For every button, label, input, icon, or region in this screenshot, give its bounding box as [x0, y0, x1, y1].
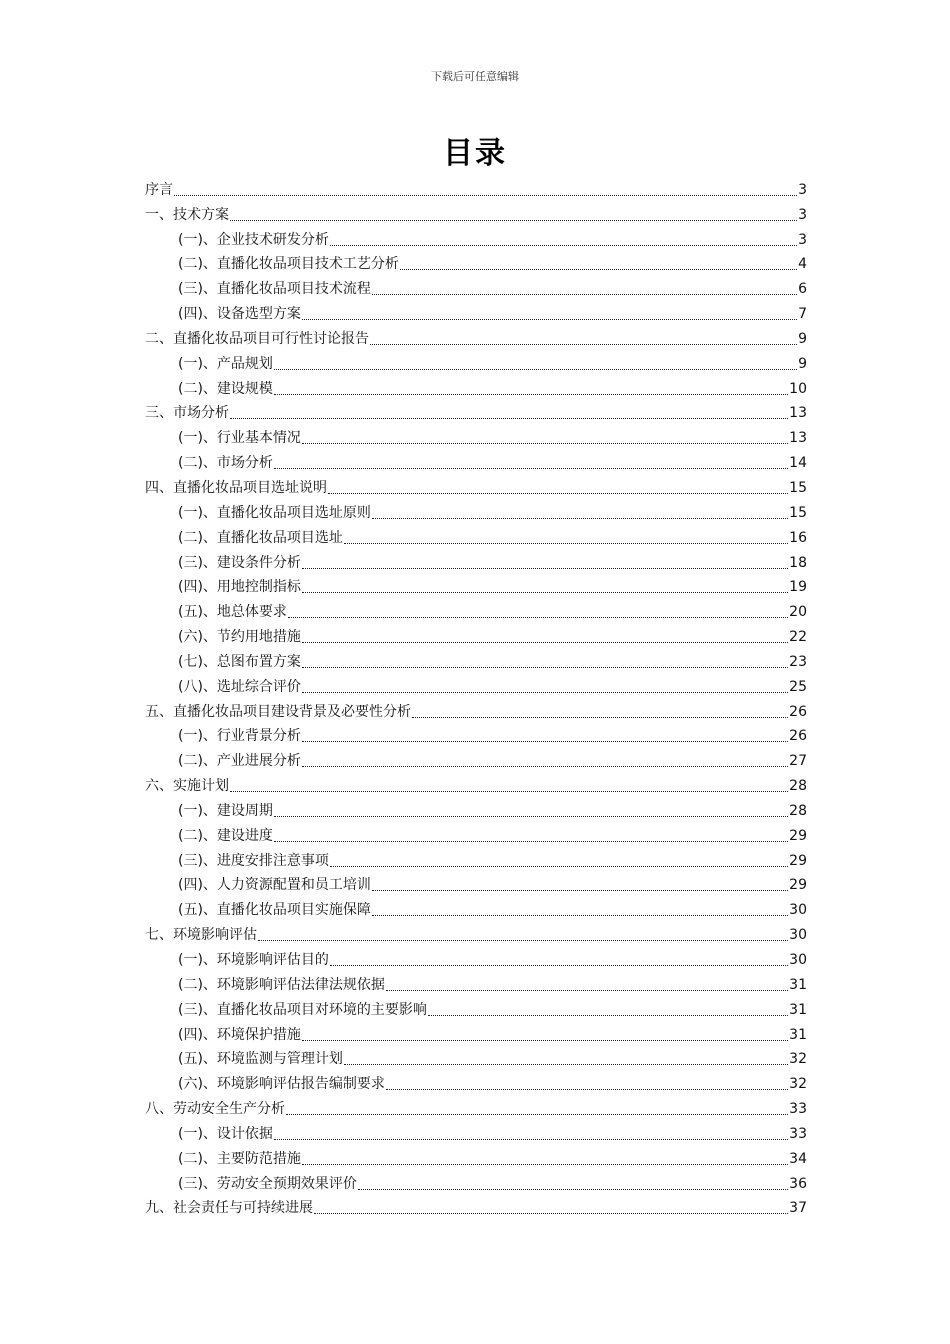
- toc-entry-label: (三)、直播化妆品项目对环境的主要影响: [178, 1001, 427, 1018]
- toc-entry[interactable]: [145, 273, 807, 298]
- toc-entry-label: (一)、直播化妆品项目选址原则: [178, 504, 371, 521]
- toc-entry[interactable]: [145, 1093, 807, 1118]
- toc-entry-page-number: 31: [789, 1001, 807, 1018]
- toc-entry-label: 九、社会责任与可持续进展: [145, 1200, 313, 1217]
- toc-entry-label: 七、环境影响评估: [145, 927, 257, 944]
- toc-entry-page-number: 3: [798, 181, 807, 198]
- toc-entry[interactable]: [145, 721, 807, 746]
- toc-entry-label: (二)、市场分析: [178, 455, 273, 472]
- toc-entry[interactable]: [145, 671, 807, 696]
- toc-entry-page-number: 10: [789, 380, 807, 397]
- toc-entry-page-number: 9: [798, 355, 807, 372]
- toc-entry-label: (一)、建设周期: [178, 802, 273, 819]
- toc-entry-page-number: 29: [789, 827, 807, 844]
- toc-entry-page-number: 30: [789, 927, 807, 944]
- toc-entry-page-number: 33: [789, 1125, 807, 1142]
- toc-entry-label: (一)、行业背景分析: [178, 728, 301, 745]
- toc-dot-leader: [230, 219, 797, 221]
- toc-entry-page-number: 30: [789, 952, 807, 968]
- toc-entry[interactable]: [145, 323, 807, 348]
- toc-dot-leader: [412, 716, 788, 718]
- toc-entry-label: (一)、环境影响评估目的: [178, 952, 329, 968]
- toc-dot-leader: [330, 865, 788, 867]
- toc-dot-leader: [230, 790, 788, 792]
- toc-dot-leader: [274, 467, 788, 469]
- toc-entry-page-number: 37: [789, 1200, 807, 1217]
- toc-entry[interactable]: [145, 398, 807, 423]
- toc-entry[interactable]: [145, 249, 807, 274]
- toc-entry[interactable]: [145, 1019, 807, 1044]
- toc-entry-page-number: 32: [789, 1051, 807, 1068]
- toc-entry-label: (五)、直播化妆品项目实施保障: [178, 902, 371, 919]
- toc-dot-leader: [370, 343, 797, 345]
- toc-dot-leader: [302, 591, 788, 593]
- toc-entry[interactable]: [145, 373, 807, 398]
- toc-entry[interactable]: [145, 745, 807, 770]
- toc-entry[interactable]: [145, 1044, 807, 1069]
- toc-dot-leader: [274, 368, 797, 370]
- toc-entry[interactable]: [145, 969, 807, 994]
- toc-dot-leader: [288, 616, 788, 618]
- toc-entry-label: (五)、环境监测与管理计划: [178, 1051, 343, 1068]
- toc-dot-leader: [330, 964, 788, 966]
- toc-entry[interactable]: [145, 1193, 807, 1218]
- toc-entry-page-number: 16: [789, 529, 807, 546]
- toc-dot-leader: [400, 268, 797, 270]
- toc-entry-page-number: 4: [798, 256, 807, 273]
- toc-dot-leader: [302, 1163, 788, 1165]
- toc-entry-label: (四)、用地控制指标: [178, 579, 301, 596]
- toc-entry-page-number: 22: [789, 629, 807, 646]
- toc-dot-leader: [286, 1113, 788, 1115]
- toc-entry-label: (四)、环境保护措施: [178, 1026, 301, 1043]
- toc-dot-leader: [302, 765, 788, 767]
- toc-entry[interactable]: [145, 870, 807, 895]
- toc-entry-label: (三)、直播化妆品项目技术流程: [178, 281, 371, 298]
- toc-entry-page-number: 32: [789, 1076, 807, 1093]
- toc-entry-page-number: 28: [789, 778, 807, 795]
- toc-entry[interactable]: [145, 547, 807, 572]
- toc-entry-page-number: 33: [789, 1101, 807, 1118]
- toc-dot-leader: [302, 641, 788, 643]
- toc-dot-leader: [314, 1212, 788, 1214]
- toc-entry-label: (二)、环境影响评估法律法规依据: [178, 976, 385, 993]
- toc-entry[interactable]: [145, 770, 807, 795]
- toc-dot-leader: [330, 244, 797, 246]
- toc-entry[interactable]: [145, 572, 807, 597]
- toc-entry-page-number: 3: [798, 231, 807, 248]
- toc-entry-label: (六)、环境影响评估报告编制要求: [178, 1076, 385, 1093]
- toc-entry[interactable]: [145, 1143, 807, 1168]
- toc-entry-page-number: 18: [789, 554, 807, 571]
- toc-dot-leader: [302, 318, 797, 320]
- toc-dot-leader: [372, 293, 797, 295]
- toc-entry-label: (六)、节约用地措施: [178, 629, 301, 646]
- toc-entry-label: 三、市场分析: [145, 405, 229, 422]
- toc-entry-label: (四)、人力资源配置和员工培训: [178, 877, 371, 894]
- toc-entry-page-number: 15: [789, 479, 807, 496]
- toc-dot-leader: [302, 567, 788, 569]
- toc-entry[interactable]: [145, 1168, 807, 1193]
- toc-entry-label: (五)、地总体要求: [178, 604, 287, 621]
- toc-entry-page-number: 36: [789, 1175, 807, 1192]
- toc-entry-label: 五、直播化妆品项目建设背景及必要性分析: [145, 703, 411, 720]
- toc-dot-leader: [258, 939, 788, 941]
- toc-entry[interactable]: [145, 919, 807, 944]
- toc-entry-page-number: 15: [789, 504, 807, 521]
- toc-entry-page-number: 6: [798, 281, 807, 298]
- toc-entry-page-number: 34: [789, 1150, 807, 1167]
- page-title: 目录: [443, 136, 507, 171]
- toc-entry[interactable]: [145, 522, 807, 547]
- toc-entry[interactable]: [145, 820, 807, 845]
- toc-entry-label: 四、直播化妆品项目选址说明: [145, 479, 327, 496]
- toc-entry-page-number: 20: [789, 604, 807, 621]
- toc-dot-leader: [302, 740, 788, 742]
- toc-entry-page-number: 29: [789, 877, 807, 894]
- toc-entry-label: (一)、行业基本情况: [178, 430, 301, 447]
- toc-entry-label: (七)、总图布置方案: [178, 653, 301, 670]
- toc-entry-label: (三)、建设条件分析: [178, 554, 301, 571]
- toc-entry[interactable]: [145, 621, 807, 646]
- toc-entry[interactable]: [145, 298, 807, 323]
- toc-entry-label: (一)、设计依据: [178, 1125, 273, 1142]
- table-of-contents: [145, 174, 807, 1217]
- toc-entry-page-number: 9: [798, 330, 807, 347]
- toc-entry[interactable]: [145, 944, 807, 969]
- toc-entry-page-number: 30: [789, 902, 807, 919]
- toc-dot-leader: [302, 1039, 788, 1041]
- toc-entry-label: (四)、设备选型方案: [178, 306, 301, 323]
- toc-entry-label: (三)、劳动安全预期效果评价: [178, 1175, 357, 1192]
- toc-entry[interactable]: [145, 174, 807, 199]
- toc-entry[interactable]: [145, 894, 807, 919]
- toc-entry[interactable]: [145, 994, 807, 1019]
- toc-entry[interactable]: [145, 1068, 807, 1093]
- toc-dot-leader: [386, 1088, 788, 1090]
- toc-entry[interactable]: [145, 348, 807, 373]
- toc-entry-page-number: 13: [789, 430, 807, 447]
- toc-entry[interactable]: [145, 1118, 807, 1143]
- toc-entry-page-number: 25: [789, 678, 807, 695]
- toc-entry-label: 二、直播化妆品项目可行性讨论报告: [145, 330, 369, 347]
- toc-entry-page-number: 14: [789, 455, 807, 472]
- toc-dot-leader: [230, 417, 788, 419]
- toc-entry-label: 序言: [145, 181, 173, 198]
- toc-entry-label: (二)、建设进度: [178, 827, 273, 844]
- toc-entry[interactable]: [145, 422, 807, 447]
- toc-entry-label: 六、实施计划: [145, 778, 229, 795]
- toc-dot-leader: [372, 889, 788, 891]
- toc-dot-leader: [302, 666, 788, 668]
- toc-entry[interactable]: [145, 795, 807, 820]
- toc-entry[interactable]: [145, 447, 807, 472]
- toc-entry-page-number: 3: [798, 206, 807, 223]
- toc-dot-leader: [358, 1188, 788, 1190]
- toc-entry[interactable]: [145, 696, 807, 721]
- toc-dot-leader: [386, 989, 788, 991]
- toc-entry-page-number: 27: [789, 753, 807, 770]
- toc-entry-page-number: 31: [789, 1026, 807, 1043]
- toc-entry-page-number: 13: [789, 405, 807, 422]
- toc-entry-label: 一、技术方案: [145, 206, 229, 223]
- toc-entry-label: (一)、产品规划: [178, 355, 273, 372]
- toc-entry-label: (二)、直播化妆品项目技术工艺分析: [178, 256, 399, 273]
- toc-dot-leader: [274, 393, 788, 395]
- toc-entry[interactable]: [145, 472, 807, 497]
- toc-entry-label: (二)、产业进展分析: [178, 753, 301, 770]
- toc-dot-leader: [372, 517, 788, 519]
- toc-entry-label: (八)、选址综合评价: [178, 678, 301, 695]
- toc-dot-leader: [274, 815, 788, 817]
- toc-dot-leader: [274, 1138, 788, 1140]
- toc-entry-page-number: 31: [789, 976, 807, 993]
- toc-entry[interactable]: [145, 646, 807, 671]
- toc-entry[interactable]: [145, 596, 807, 621]
- toc-entry-page-number: 28: [789, 802, 807, 819]
- toc-dot-leader: [428, 1014, 788, 1016]
- toc-entry-label: (三)、进度安排注意事项: [178, 852, 329, 869]
- toc-dot-leader: [372, 914, 788, 916]
- toc-entry-page-number: 26: [789, 703, 807, 720]
- toc-entry[interactable]: [145, 845, 807, 870]
- toc-dot-leader: [344, 542, 788, 544]
- toc-dot-leader: [174, 194, 797, 196]
- toc-dot-leader: [302, 691, 788, 693]
- toc-entry-label: (二)、直播化妆品项目选址: [178, 529, 343, 546]
- toc-entry-label: (一)、企业技术研发分析: [178, 231, 329, 248]
- toc-entry-page-number: 7: [798, 306, 807, 323]
- toc-dot-leader: [274, 840, 788, 842]
- toc-entry-label: (二)、主要防范措施: [178, 1150, 301, 1167]
- header-note: 下载后可任意编辑: [431, 70, 519, 83]
- toc-dot-leader: [328, 492, 788, 494]
- toc-entry-page-number: 29: [789, 852, 807, 869]
- toc-entry-page-number: 26: [789, 728, 807, 745]
- toc-entry-page-number: 19: [789, 579, 807, 596]
- toc-dot-leader: [344, 1063, 788, 1065]
- toc-entry[interactable]: [145, 199, 807, 224]
- toc-entry[interactable]: [145, 224, 807, 249]
- toc-entry[interactable]: [145, 497, 807, 522]
- toc-entry-page-number: 23: [789, 653, 807, 670]
- toc-dot-leader: [302, 442, 788, 444]
- toc-entry-label: 八、劳动安全生产分析: [145, 1101, 285, 1118]
- toc-entry-label: (二)、建设规模: [178, 380, 273, 397]
